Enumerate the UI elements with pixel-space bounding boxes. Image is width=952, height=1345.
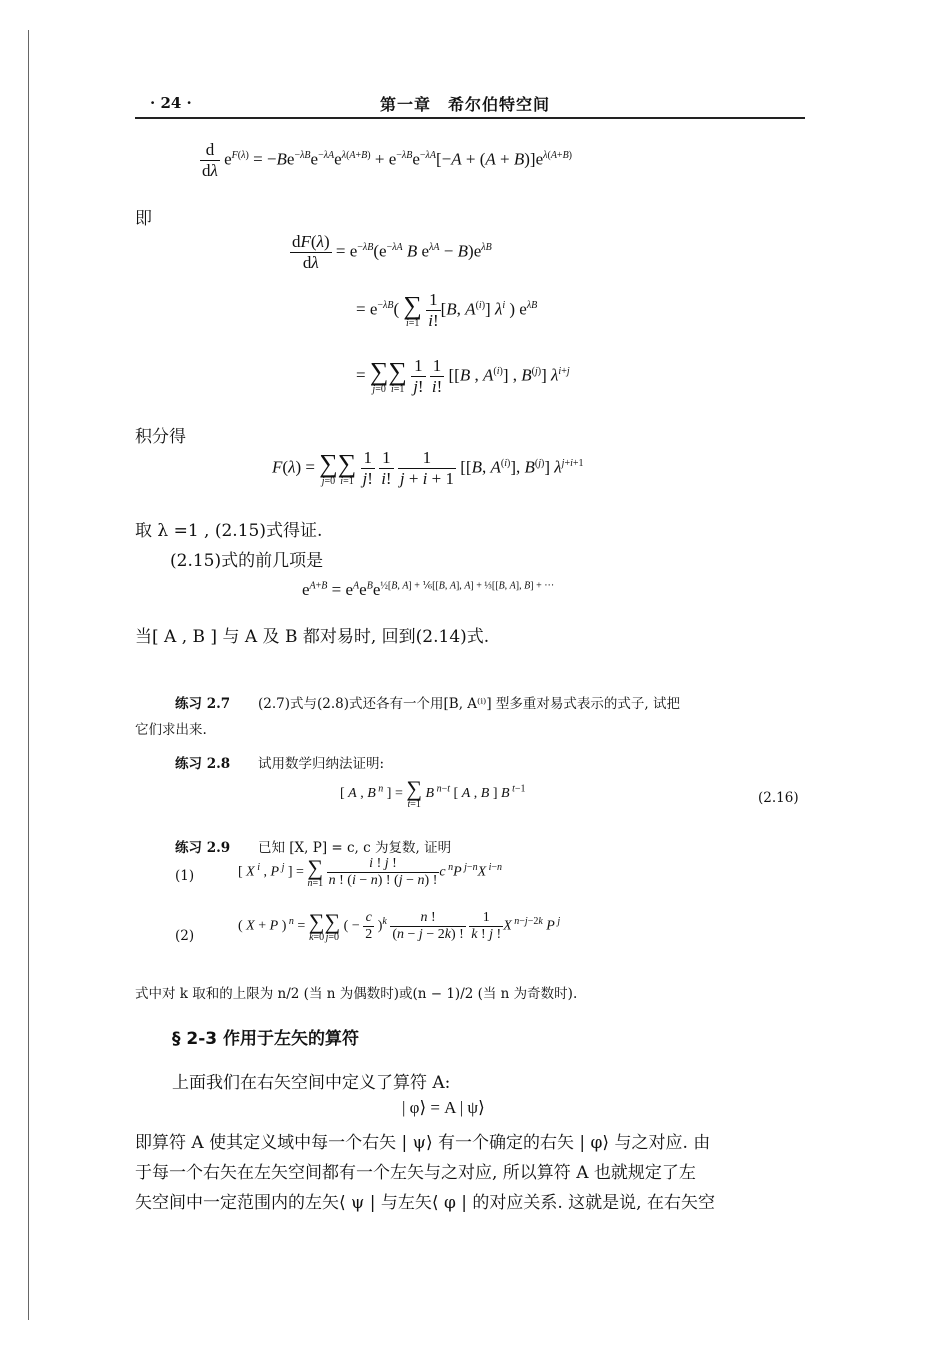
exercise-2-7-text-cont: 它们求出来. — [135, 722, 207, 738]
text-ji: 即 — [135, 209, 152, 229]
text-qianjixiang: (2.15)式的前几项是 — [170, 551, 324, 571]
binding-edge-line — [28, 30, 29, 1320]
paragraph-line-1: 上面我们在右矢空间中定义了算符 A: — [172, 1073, 451, 1093]
exercise-2-8-text: 试用数学归纳法证明: — [258, 756, 385, 772]
equation-dF-line2: = $e^{-\lambda B}$( ∑ i=1 $\frac{1}{i!}$ [B, $A^{(i)}$] $\lambda^i$ ) $e^{\lambda B}$ — [356, 290, 538, 330]
exercise-2-7-text: (2.7)式与(2.8)式还各有一个用[B, A⁽ⁱ⁾] 型多重对易式表示的式子, 试把 — [258, 696, 681, 712]
equation-dF-line3: = ∑ j=0 ∑ i=1 $\frac{1}{j!}$ $\frac{1}{i!}$ [[B , $A^{(i)}$] , $B^{(j)}$] $\lambda^{i+j}$ — [356, 356, 570, 396]
text-jifende: 积分得 — [135, 427, 186, 447]
exercise-2-9-text: 已知 [X, P] = c, c 为复数, 证明 — [258, 840, 452, 856]
equation-F-lambda: F(λ) = ∑ j=0 ∑ i=1 $\frac{1}{j!}$ $\frac{1}{i!}$ $\frac{1}{j + i + 1}$ [[B, $A^{(i)}$], $B^{(j)}$] $\lambda^{j+i+1}$ — [272, 448, 584, 488]
text-dang: 当[ A , B ] 与 A 及 B 都对易时, 回到(2.14)式. — [135, 627, 490, 647]
equation-exp-expansion: $e^{A+B} = e^Ae^Be^{\frac{1}{2}[B, A] + \frac{1}{6}[[B, A], A] + \frac{1}{3}[[B, A], B] + \cdot\cdot\cdot}$ — [302, 580, 555, 599]
equation-item-1: [ X $^i$ , P $^j$ ] = ∑ n=1 $\frac{i ! j !}{n ! (i - n) ! (j - n) !}$ c $^n$P $^{j-n}$X $^{i-n}$ — [238, 854, 503, 889]
text-qu-lambda: 取 λ =1 , (2.15)式得证. — [135, 521, 323, 541]
text-upper-limit: 式中对 k 取和的上限为 n/2 (当 n 为偶数时)或(n − 1)/2 (当 n 为奇数时). — [135, 986, 578, 1002]
equation-dF-line1: $\frac{dF(\lambda)}{d\lambda}$ = $e^{-\lambda B}(e^{-\lambda A}$ B $e^{\lambda A} - B)e^{\lambda B}$ — [292, 232, 492, 272]
exercise-2-9-label: 练习 2.9 — [175, 840, 231, 856]
header-rule — [135, 117, 805, 119]
running-title: 第一章 希尔伯特空间 — [380, 95, 551, 114]
paragraph-line-4: 矢空间中一定范围内的左矢⟨ ψ | 与左矢⟨ φ | 的对应关系. 这就是说, 在右矢空 — [135, 1193, 715, 1213]
equation-item-2: ( X + P ) $^n$ = ∑ k=0 ∑ j=0 ( − $\frac{c}{2}$ )$^k$ $\frac{n !}{(n - j - 2k) !}$ $\frac{1}{k ! j !}$ X $^{n-j-2k}$ P $^j$ — [238, 908, 561, 943]
item-2-label: (2) — [175, 928, 195, 944]
paragraph-line-3: 于每一个右矢在左矢空间都有一个左矢与之对应, 所以算符 A 也就规定了左 — [135, 1163, 696, 1183]
exercise-2-8-label: 练习 2.8 — [175, 756, 231, 772]
equation-derivative: $\frac{d}{d\lambda}$ $e^{F(\lambda)} = -Be^{-\lambda B}e^{-\lambda A}e^{\lambda(A+B)} + e^{-\lambda B}e^{-\lambda A}[-A + (A + B)]e^{\lambda(A+B)}$ — [202, 140, 573, 180]
equation-2-16: [ A , B $^n$ ] = ∑ t=1 B $^{n-t}$ [ A , B ] B $^{t-1}$ — [340, 776, 526, 810]
equation-phi-A-psi: | φ⟩ = A | ψ⟩ — [402, 1098, 485, 1117]
page-number: · 24 · — [150, 94, 192, 112]
paragraph-line-2: 即算符 A 使其定义域中每一个右矢 | ψ⟩ 有一个确定的右矢 | φ⟩ 与之对应. 由 — [135, 1133, 711, 1153]
equation-number-2-16: (2.16) — [758, 790, 799, 806]
section-title: § 2-3 作用于左矢的算符 — [172, 1029, 360, 1049]
exercise-2-7-label: 练习 2.7 — [175, 696, 231, 712]
item-1-label: (1) — [175, 868, 195, 884]
